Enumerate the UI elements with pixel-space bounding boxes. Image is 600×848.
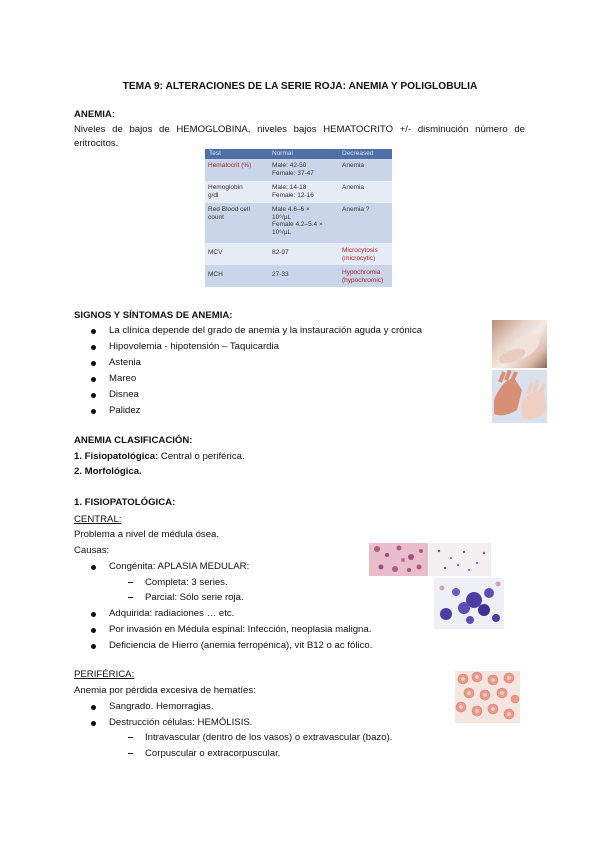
list-item: Adquirida: radiaciones … etc.	[109, 608, 235, 619]
table-row	[205, 159, 392, 181]
table-cell: Hypochromia (hypochromic)	[342, 269, 384, 284]
aplastic-marrow-photo	[429, 543, 491, 576]
table-cell: 82-97	[272, 249, 289, 256]
bullet-icon	[91, 705, 96, 710]
dash-icon	[128, 753, 133, 754]
bullet-icon	[91, 644, 96, 649]
table-cell: Anemia ?	[342, 206, 370, 213]
table-cell: Anemia	[342, 162, 365, 169]
hemolysis-smear-photo	[455, 671, 520, 723]
dash-icon	[128, 597, 133, 598]
table-cell: Hemoglobin g/dl	[208, 184, 243, 199]
malignant-invasion-smear-photo	[434, 578, 504, 629]
anemia-heading: ANEMIA:	[74, 109, 116, 120]
list-item: Congénita: APLASIA MEDULAR:	[109, 561, 250, 572]
pale-hand-illustration	[492, 320, 547, 368]
lab-values-table	[205, 149, 392, 287]
table-cell: Male: 42-50 Female: 37-47	[272, 162, 314, 177]
table-cell: Red Blood cell count	[208, 206, 250, 221]
list-item: Completa: 3 series.	[145, 577, 228, 588]
table-row	[205, 181, 392, 203]
clasificacion-item-1-label: 1. Fisiopatológica:	[74, 451, 159, 462]
bullet-icon	[91, 361, 96, 366]
hands-illustration	[492, 370, 547, 423]
bullet-icon	[91, 345, 96, 350]
bullet-icon	[91, 628, 96, 633]
table-cell: Male 4.6–6 × 10⁶/µL Female 4.2–5.4 × 10⁶/µL	[272, 206, 323, 236]
list-item: Disnea	[109, 389, 139, 400]
list-item: Hipovolemia - hipotensión – Taquicardia	[109, 341, 279, 352]
list-item: Astenia	[109, 357, 141, 368]
table-cell: MCV	[208, 249, 223, 256]
bullet-icon	[91, 721, 96, 726]
clasificacion-item-2: 2. Morfológica.	[74, 466, 142, 477]
smear-illustration	[434, 578, 504, 629]
periferica-line1: Anemia por pérdida excesiva de hematíes:	[74, 685, 256, 696]
bullet-icon	[91, 377, 96, 382]
bullet-icon	[91, 409, 96, 414]
bullet-icon	[91, 612, 96, 617]
table-header-decreased: Decreased	[342, 150, 374, 157]
table-header-test: Test	[209, 150, 221, 157]
list-item: Corpuscular o extracorpuscular.	[145, 748, 281, 759]
list-item: Mareo	[109, 373, 137, 384]
list-item: Parcial: Sólo serie roja.	[145, 592, 244, 603]
table-header-normal: Normal	[272, 150, 293, 157]
table-header	[205, 149, 392, 159]
list-item: Deficiencia de Hierro (anemia ferropénica), vit B12 o ac fólico.	[109, 640, 373, 651]
anemia-definition-line2: eritrocitos.	[74, 138, 119, 149]
dash-icon	[128, 582, 133, 583]
list-item: Palidez	[109, 405, 141, 416]
list-item: Sangrado. Hemorragias.	[109, 701, 214, 712]
histology-illustration	[369, 543, 428, 576]
table-cell: MCH	[208, 271, 223, 278]
table-row	[205, 243, 392, 265]
bullet-icon	[91, 393, 96, 398]
periferica-heading: PERIFÉRICA:	[74, 669, 135, 680]
fisio-heading: 1. FISIOPATOLÓGICA:	[74, 497, 176, 508]
pale-hand-photo	[492, 320, 547, 368]
bullet-icon	[91, 329, 96, 334]
bone-marrow-histology-photo	[369, 543, 428, 576]
anemia-definition-line1: Niveles de bajos de HEMOGLOBINA, niveles bajos HEMATOCRITO +/- disminución número de	[74, 124, 525, 135]
list-item: La clínica depende del grado de anemia y la instauración aguda y crónica	[109, 325, 423, 336]
list-item: Por invasión en Médula espinal: Infección, neoplasia maligna.	[109, 624, 372, 635]
pale-hands-comparison-photo	[492, 370, 547, 423]
bullet-icon	[91, 565, 96, 570]
clasificacion-item-1	[74, 450, 245, 463]
histology-illustration	[429, 543, 491, 576]
dash-icon	[128, 737, 133, 738]
table-cell: Anemia	[342, 184, 365, 191]
central-causas: Causas:	[74, 545, 110, 556]
table-cell: 27-33	[272, 271, 289, 278]
list-item: Intravascular (dentro de los vasos) o extravascular (bazo).	[145, 732, 393, 743]
clasificacion-heading: ANEMIA CLASIFICACIÓN:	[74, 435, 193, 446]
table-cell: Hematocrit (%)	[208, 162, 252, 169]
table-cell: Male: 14-18 Female: 12-16	[272, 184, 314, 199]
central-line1: Problema a nivel de médula ósea.	[74, 529, 220, 540]
red-cells-illustration	[455, 671, 520, 723]
clasificacion-item-1-text: Central o periférica.	[158, 451, 245, 462]
list-item: Destrucción células: HEMÓLISIS.	[109, 717, 253, 728]
page-title: TEMA 9: ALTERACIONES DE LA SERIE ROJA: ANEMIA Y POLIGLOBULIA	[122, 81, 478, 92]
table-row	[205, 203, 392, 243]
central-heading: CENTRAL:	[74, 514, 122, 525]
table-row	[205, 265, 392, 287]
table-cell: Microcytosis (microcytic)	[342, 247, 378, 262]
signos-heading: SIGNOS Y SÍNTOMAS DE ANEMIA:	[74, 310, 233, 321]
